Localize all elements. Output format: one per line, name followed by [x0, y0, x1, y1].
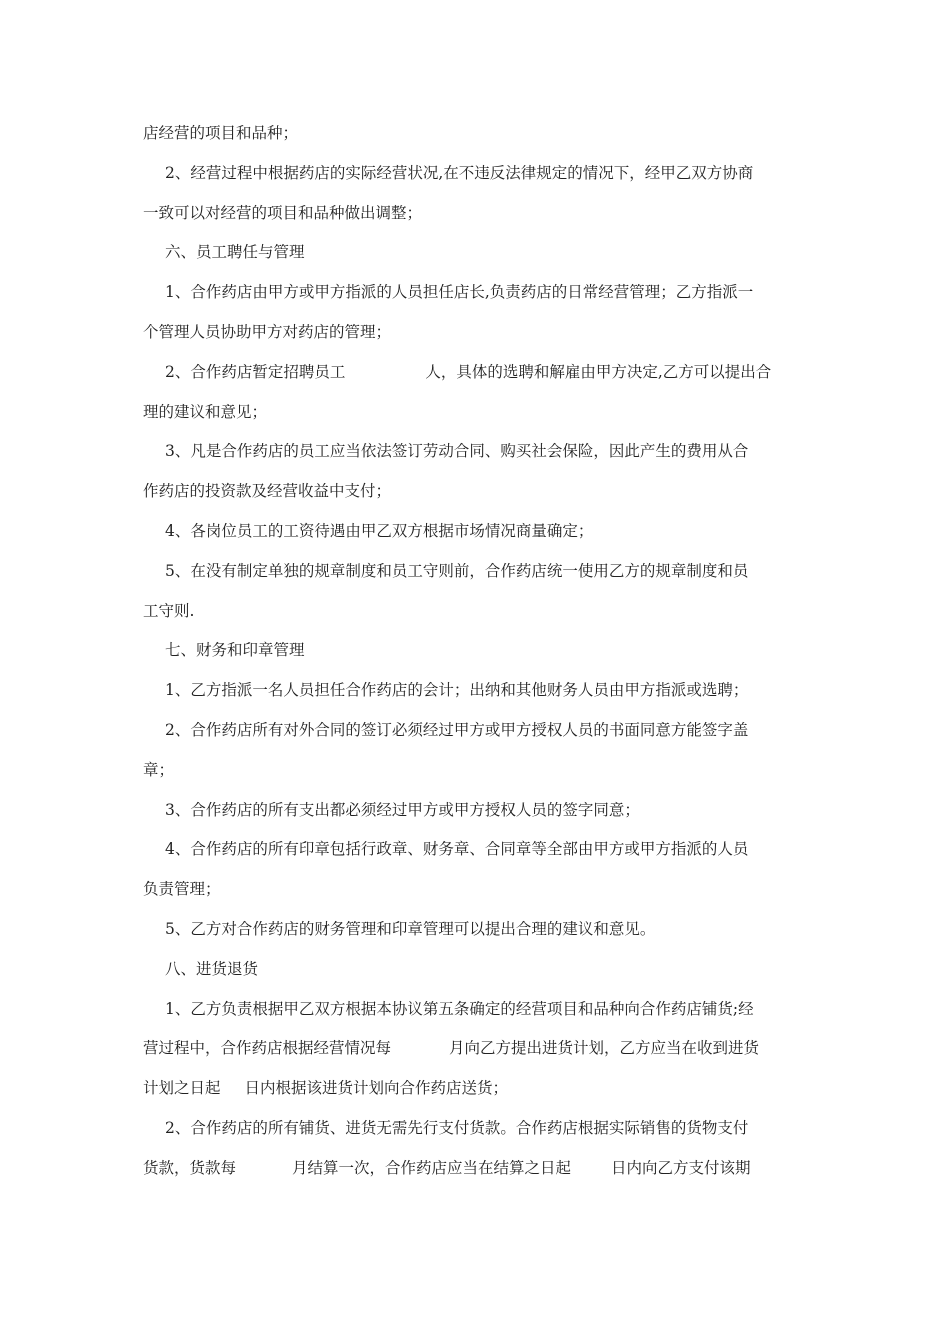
text-line: 营过程中，合作药店根据经营情况每 月向乙方提出进货计划，乙方应当在收到进货 — [143, 1039, 760, 1058]
document-body — [143, 114, 813, 1189]
text-line: 店经营的项目和品种； — [143, 124, 299, 142]
text-line: 5、乙方对合作药店的财务管理和印章管理可以提出合理的建议和意见。 — [165, 919, 656, 938]
text-line: 工守则. — [143, 601, 195, 620]
text-line: 一致可以对经营的项目和品种做出调整； — [143, 203, 423, 222]
section-heading: 六、员工聘任与管理 — [165, 243, 305, 262]
text-line: 章； — [143, 760, 175, 779]
text-line: 货款，货款每 月结算一次，合作药店应当在结算之日起 日内向乙方支付该期 — [143, 1158, 751, 1177]
section-heading: 七、财务和印章管理 — [165, 641, 305, 660]
text-line: 个管理人员协助甲方对药店的管理； — [143, 322, 392, 341]
text-line: 作药店的投资款及经营收益中支付； — [143, 482, 392, 501]
text-line: 4、各岗位员工的工资待遇由甲乙双方根据市场情况商量确定； — [165, 521, 594, 540]
text-line: 2、合作药店所有对外合同的签订必须经过甲方或甲方授权人员的书面同意方能签字盖 — [165, 720, 749, 739]
text-line: 1、乙方负责根据甲乙双方根据本协议第五条确定的经营项目和品种向合作药店铺货;经 — [165, 999, 754, 1018]
section-heading: 八、进货退货 — [165, 959, 259, 978]
text-line: 2、合作药店的所有铺货、进货无需先行支付货款。合作药店根据实际销售的货物支付 — [165, 1118, 749, 1137]
text-line: 4、合作药店的所有印章包括行政章、财务章、合同章等全部由甲方或甲方指派的人员 — [165, 840, 749, 859]
text-line: 计划之日起 日内根据该进货计划向合作药店送货； — [143, 1079, 509, 1098]
text-line: 3、合作药店的所有支出都必须经过甲方或甲方授权人员的签字同意； — [165, 800, 640, 819]
text-line: 3、凡是合作药店的员工应当依法签订劳动合同、购买社会保险，因此产生的费用从合 — [165, 442, 749, 461]
text-line: 负责管理； — [143, 880, 221, 899]
text-line: 5、在没有制定单独的规章制度和员工守则前，合作药店统一使用乙方的规章制度和员 — [165, 561, 749, 580]
text-line: 理的建议和意见； — [143, 402, 268, 421]
text-line: 2、合作药店暂定招聘员工 人，具体的选聘和解雇由甲方决定,乙方可以提出合 — [165, 362, 772, 381]
text-line: 1、合作药店由甲方或甲方指派的人员担任店长,负责药店的日常经营管理；乙方指派一 — [165, 283, 754, 302]
text-line: 2、经营过程中根据药店的实际经营状况,在不违反法律规定的情况下，经甲乙双方协商 — [165, 163, 754, 182]
text-line: 1、乙方指派一名人员担任合作药店的会计；出纳和其他财务人员由甲方指派或选聘； — [165, 681, 749, 700]
